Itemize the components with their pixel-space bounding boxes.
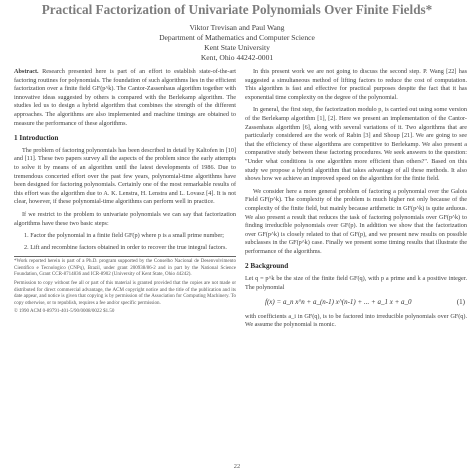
author-university: Kent State University bbox=[204, 43, 270, 52]
equation bbox=[265, 298, 467, 307]
section-heading-background: 2 Background bbox=[245, 262, 289, 271]
body-paragraph: We consider here a more general problem of factoring a polynomial over the Galois Field GF(p^k). The complexity of the problem is much higher not only because of the complexity of the finite field, but mainly because arithmetic in GF(p^k) is quite arduous. We also present a result that reduces the task of factoring polynomials over GF(p^k) to finding irreducible polynomials over GF(p). In addition we show that the factorization over GF(p^k) is closely related to that of GF(p), and we present new results on possible subclasses in the GF(p^k) case. Finally we present some timing results that illustrate the performance of the algorithms. bbox=[245, 187, 467, 255]
paper-authors: Viktor Trevisan and Paul Wang bbox=[189, 23, 285, 32]
equation-number: (1) bbox=[456, 298, 465, 307]
list-item: 1. Factor the polynomial in a finite field GF(p) where p is a small prime number; bbox=[24, 232, 225, 240]
body-paragraph: with coefficients a_i in GF(q), is to be factored into irreducible polynomials over GF(q). We assume the polynomial is monic. bbox=[245, 312, 467, 329]
author-address: Kent, Ohio 44242-0001 bbox=[200, 53, 274, 62]
right-column bbox=[245, 68, 467, 334]
footnote-permission: Permission to copy without fee all or part of this material is granted provided that the copies are not made or distributed for direct commercial advantage, the ACM copyright notice and the title of the publication and its date appear, and notice is given that copying is by permission of the Association for Computing Machinery. To copy otherwise, or to republish, requires a fee and/or specific permission. bbox=[14, 281, 236, 306]
body-paragraph: If we restrict to the problem to univariate polynomials we can say that factorization algorithms have these two basic steps: bbox=[14, 210, 236, 227]
body-paragraph: In general, the first step, the factorization modulo p, is carried out using some version of the Berlekamp algorithm [1], [2]. Here we present an implementation of the Cantor-Zassenhaus algorithm [6], along with several variations of it. Two algorithms that are particularly considered are the work of Rabin [3] and Shoup [21]. We are going to see that the efficiency of these algorithms are competitive to Berlekamp. We also present a comparative study between these factoring procedures. We seek answers to the question: "Under what conditions is one algorithm more efficient than others?". Based on this study we propose a hybrid algorithm that takes advantage of all these methods. It also shows how we achieve an improved speed on the algorithm for the finite field. bbox=[245, 106, 467, 183]
section-heading-introduction: 1 Introduction bbox=[14, 134, 59, 143]
footnote-funding: *Work reported herein is part of a Ph.D. program supported by the Conselho Nacional de Desenvolvimento Cientifico e Tecnologico (CNPq), Brazil, under grant 200938/86-2 and in part by the National Science Foundation, Grant CCR-8714836 and ICR-8902 (University of Kent State, Ohio 44242). bbox=[14, 259, 236, 278]
footnote-copyright: © 1990 ACM 0-89791-401-5/90/0008/0022 $1.50 bbox=[14, 309, 115, 315]
page-number: 22 bbox=[233, 463, 241, 470]
footnote bbox=[14, 256, 236, 316]
body-paragraph: In this present work we are not going to discuss the second step. P. Wang [22] has suggested a simultaneous method of lifting factors to reduce the cost of computation. This algorithm is fast and effective for practical purposes despite the fact that it has exponential time complexity on the degree of the polynomial. bbox=[245, 68, 467, 101]
list-item: 2. Lift and recombine factors obtained in order to recover the true integral factors. bbox=[24, 243, 227, 251]
equation-body: f(x) = a_n x^n + a_(n-1) x^(n-1) + ... + a_1 x + a_0 bbox=[265, 298, 412, 307]
steps-list bbox=[24, 232, 236, 252]
body-paragraph: The problem of factoring polynomials has been described in detail by Kaltofen in [10] and [11]. These two papers survey all the aspects of the problem since the early attempts to solve it by means of an algorithm until the latest developments of 1986. Due to tremendous concerted effort over the past few years, polynomial-time algorithms have been designed for factoring polynomials. Certainly one of the most remarkable results of this effort was the algorithm due to A. K. Lenstra, H. Lenstra and L. Lovasz [4]. It is not clear, however, if these polynomial-time algorithms can perform well in practice. bbox=[14, 146, 236, 206]
left-column bbox=[14, 68, 236, 318]
abstract-paragraph bbox=[14, 68, 236, 128]
abstract-label: Abstract. bbox=[14, 68, 39, 75]
body-paragraph: Let q = p^k be the size of the finite field GF(q), with p a prime and k a positive integer. The polynomial bbox=[245, 275, 467, 291]
paper-title: Practical Factorization of Univariate Polynomials Over Finite Fields* bbox=[41, 2, 433, 17]
abstract-text: Research presented here is part of an effort to establish state-of-the-art factoring routines for polynomials. The foundation of such algorithms lies in the efficient factorization over a finite field GF(p^k). The Cantor-Zassenhaus algorithm together with innovative ideas suggested by others is compared with the Berlekamp algorithm. The studies led us to design a hybrid algorithm that combines the strength of the different approaches. The algorithms are also implemented and machine timings are obtained to measure the performance of these algorithms. bbox=[14, 68, 237, 127]
author-department: Department of Mathematics and Computer Science bbox=[159, 33, 315, 42]
